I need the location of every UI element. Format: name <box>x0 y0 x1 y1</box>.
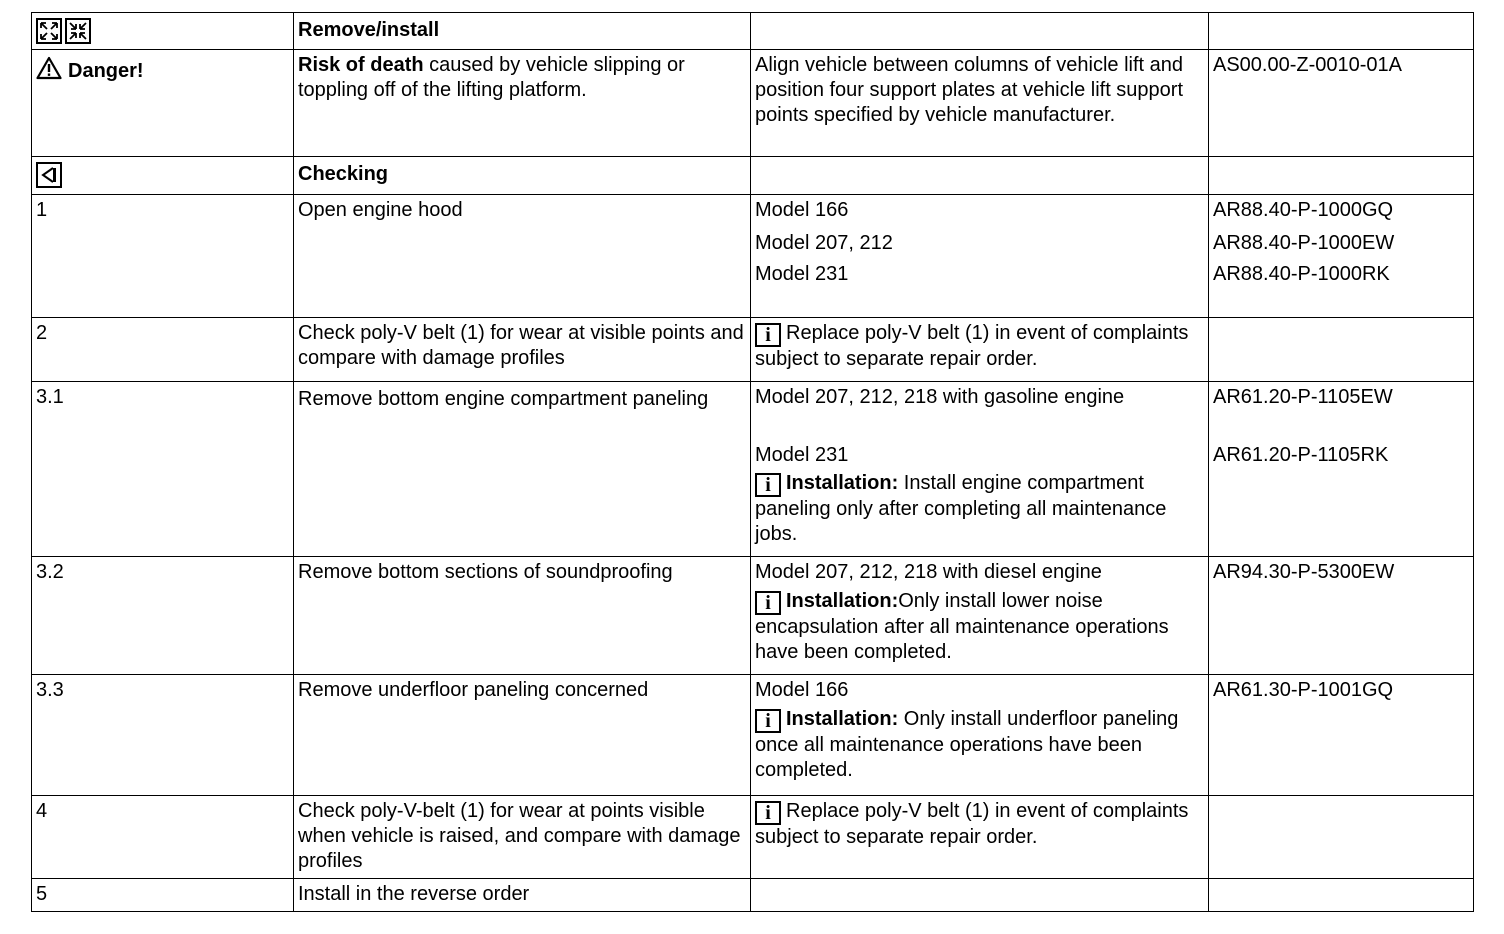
step-cell: 5 <box>32 879 294 912</box>
action-cell: Checking <box>294 157 751 195</box>
model-note: Model 231 <box>755 444 849 466</box>
model-note: Model 166 <box>755 199 849 221</box>
ref-link: AR61.30-P-1001GQ <box>1213 679 1394 701</box>
action-cell: Check poly-V-belt (1) for wear at points visible when vehicle is raised, and compare with damage profiles <box>294 796 751 879</box>
model-note: Model 207, 212, 218 with gasoline engine <box>755 386 1125 408</box>
installation-note <box>755 471 1204 547</box>
table-row <box>32 318 1474 382</box>
table-row <box>32 13 1474 50</box>
table-row <box>32 195 1474 318</box>
installation-label: Installation: <box>786 708 899 730</box>
ref-link: AR88.40-P-1000EW <box>1213 232 1395 254</box>
model-note: Model 207, 212 <box>755 232 893 254</box>
action-cell: Install in the reverse order <box>294 879 751 912</box>
table-row <box>32 796 1474 879</box>
action-cell: Remove bottom sections of soundproofing <box>294 557 751 675</box>
ref-cell <box>1209 13 1474 50</box>
ref-link: AR88.40-P-1000RK <box>1213 263 1390 285</box>
info-text: Replace poly-V belt (1) in event of complaints subject to separate repair order. <box>755 322 1189 370</box>
info-icon: i <box>755 801 781 825</box>
info-icon: i <box>755 709 781 733</box>
warning-triangle-icon <box>36 56 62 87</box>
table-row <box>32 879 1474 912</box>
ref-cell <box>1209 157 1474 195</box>
step-cell: 2 <box>32 318 294 382</box>
info-icon: i <box>755 323 781 347</box>
danger-label: Danger! <box>68 60 144 82</box>
installation-text: Only install underfloor paneling once all maintenance operations have been completed. <box>755 708 1179 781</box>
note-cell <box>751 13 1209 50</box>
step-cell: 4 <box>32 796 294 879</box>
note-cell: Align vehicle between columns of vehicle lift and position four support plates at vehicle lift support points specified by vehicle manufacturer. <box>751 50 1209 157</box>
installation-note <box>755 589 1204 665</box>
table-row <box>32 557 1474 675</box>
model-note: Model 166 <box>755 679 849 701</box>
table-row <box>32 50 1474 157</box>
installation-label: Installation: <box>786 590 899 612</box>
step-cell: 1 <box>32 195 294 318</box>
step-cell <box>32 157 294 195</box>
ref-link: AR94.30-P-5300EW <box>1213 561 1395 583</box>
installation-label: Installation: <box>786 472 899 494</box>
ref-link: AR61.20-P-1105RK <box>1213 444 1389 466</box>
action-cell: Open engine hood <box>294 195 751 318</box>
step-cell <box>32 13 294 50</box>
repair-procedure-table <box>31 12 1474 912</box>
ref-cell <box>1209 557 1474 675</box>
step-cell: 3.2 <box>32 557 294 675</box>
table-row <box>32 382 1474 557</box>
collapse-icon <box>65 18 91 44</box>
risk-text: caused by vehicle slipping or toppling off of the lifting platform. <box>298 54 685 101</box>
note-cell <box>751 557 1209 675</box>
expand-icon <box>36 18 62 44</box>
action-cell: Remove underfloor paneling concerned <box>294 675 751 796</box>
ref-link: AR61.20-P-1105EW <box>1213 386 1393 408</box>
step-cell: 3.3 <box>32 675 294 796</box>
note-cell <box>751 382 1209 557</box>
ref-link: AR88.40-P-1000GQ <box>1213 199 1394 221</box>
note-cell <box>751 318 1209 382</box>
model-note: Model 207, 212, 218 with diesel engine <box>755 561 1102 583</box>
installation-text: Install engine compartment paneling only after completing all maintenance jobs. <box>755 472 1167 545</box>
ref-cell <box>1209 675 1474 796</box>
risk-label: Risk of death <box>298 54 424 76</box>
installation-text: Only install lower noise encapsulation after all maintenance operations have been completed. <box>755 590 1169 663</box>
action-cell: Remove/install <box>294 13 751 50</box>
action-cell: Check poly-V belt (1) for wear at visible points and compare with damage profiles <box>294 318 751 382</box>
ref-cell: AS00.00-Z-0010-01A <box>1209 50 1474 157</box>
ref-cell <box>1209 382 1474 557</box>
checking-icon <box>36 162 62 188</box>
table-row <box>32 675 1474 796</box>
ref-cell <box>1209 195 1474 318</box>
step-cell <box>32 50 294 157</box>
note-cell <box>751 796 1209 879</box>
info-icon: i <box>755 591 781 615</box>
step-cell: 3.1 <box>32 382 294 557</box>
note-cell <box>751 879 1209 912</box>
note-cell <box>751 157 1209 195</box>
table-row <box>32 157 1474 195</box>
model-note: Model 231 <box>755 263 849 285</box>
ref-cell <box>1209 879 1474 912</box>
note-cell <box>751 675 1209 796</box>
note-cell <box>751 195 1209 318</box>
action-cell: Remove bottom engine compartment paneling <box>294 382 751 557</box>
action-cell <box>294 50 751 157</box>
installation-note <box>755 707 1204 783</box>
ref-cell <box>1209 796 1474 879</box>
ref-cell <box>1209 318 1474 382</box>
info-text: Replace poly-V belt (1) in event of complaints subject to separate repair order. <box>755 800 1189 848</box>
info-icon: i <box>755 473 781 497</box>
